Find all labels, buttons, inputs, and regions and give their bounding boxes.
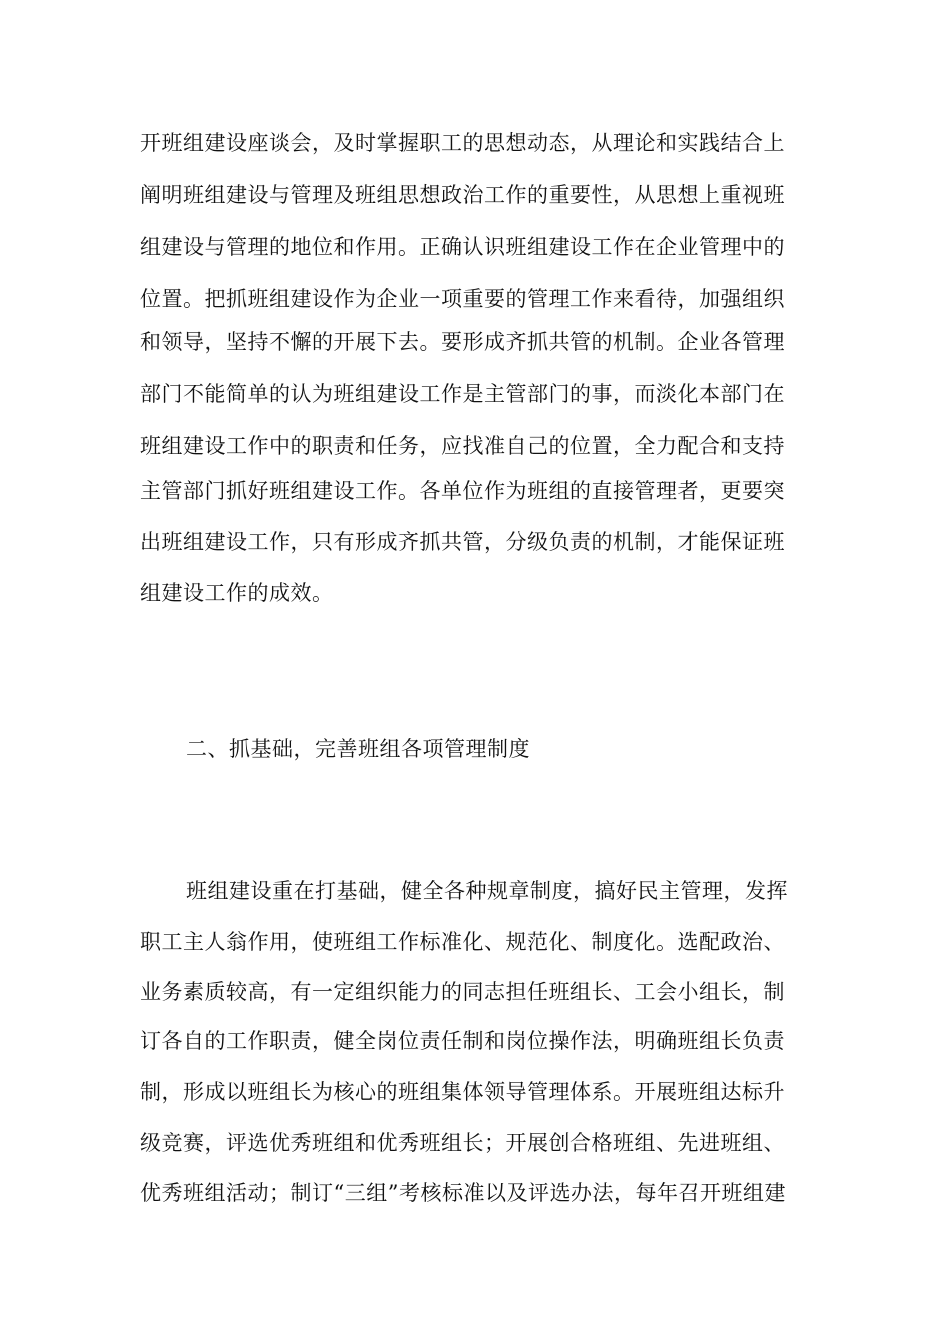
- paragraph-line: 组建设工作的成效。: [140, 581, 334, 605]
- paragraph-line: 职工主人翁作用，使班组工作标准化、规范化、制度化。选配政治、: [140, 930, 785, 954]
- paragraph-line: 组建设与管理的地位和作用。正确认识班组建设工作在企业管理中的: [140, 235, 785, 259]
- paragraph-line: 和领导，坚持不懈的开展下去。要形成齐抓共管的机制。企业各管理: [140, 330, 785, 354]
- paragraph-line: 优秀班组活动；制订“三组”考核标准以及评选办法，每年召开班组建: [140, 1181, 786, 1205]
- paragraph-line: 开班组建设座谈会，及时掌握职工的思想动态，从理论和实践结合上: [140, 131, 785, 155]
- paragraph-line: 主管部门抓好班组建设工作。各单位作为班组的直接管理者，更要突: [140, 479, 785, 503]
- paragraph-line: 级竞赛，评选优秀班组和优秀班组长；开展创合格班组、先进班组、: [140, 1131, 785, 1155]
- section-heading: 二、抓基础，完善班组各项管理制度: [186, 737, 530, 761]
- paragraph-line: 位置。把抓班组建设作为企业一项重要的管理工作来看待，加强组织: [140, 287, 785, 311]
- paragraph-line: 部门不能简单的认为班组建设工作是主管部门的事，而淡化本部门在: [140, 382, 785, 406]
- paragraph-line: 制，形成以班组长为核心的班组集体领导管理体系。开展班组达标升: [140, 1080, 785, 1104]
- paragraph-line: 班组建设工作中的职责和任务，应找准自己的位置，全力配合和支持: [140, 434, 785, 458]
- paragraph-line: 班组建设重在打基础，健全各种规章制度，搞好民主管理，发挥: [186, 879, 788, 903]
- paragraph-line: 订各自的工作职责，健全岗位责任制和岗位操作法，明确班组长负责: [140, 1029, 785, 1053]
- paragraph-line: 业务素质较高，有一定组织能力的同志担任班组长、工会小组长，制: [140, 980, 785, 1004]
- paragraph-line: 出班组建设工作，只有形成齐抓共管，分级负责的机制，才能保证班: [140, 530, 785, 554]
- paragraph-line: 阐明班组建设与管理及班组思想政治工作的重要性，从思想上重视班: [140, 183, 785, 207]
